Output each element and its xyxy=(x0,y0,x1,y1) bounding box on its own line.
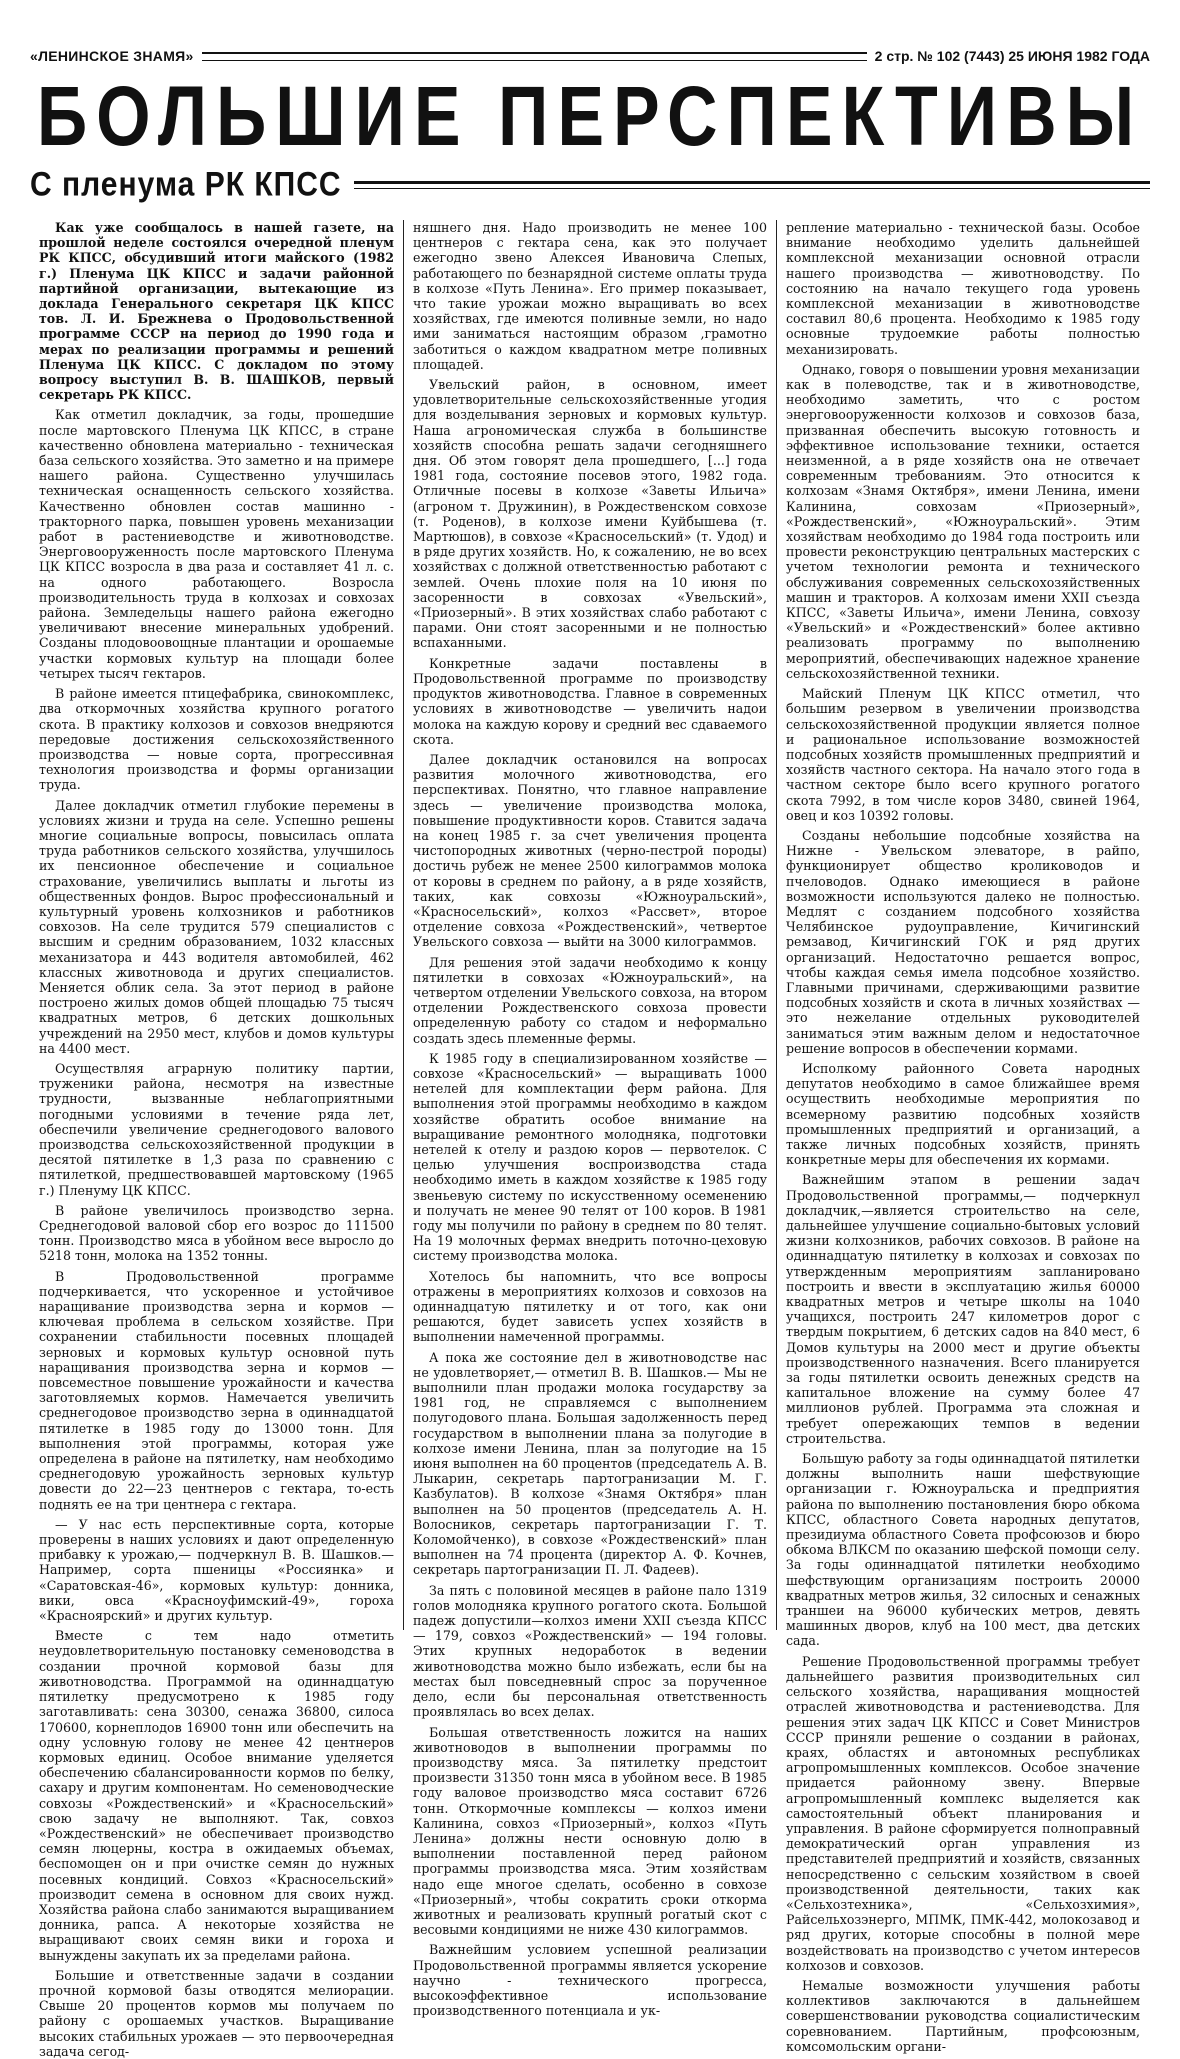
paragraph: К 1985 году в специализированном хозяйстве — совхозе «Красносельский» — выращивать 1000 нетелей для комплектации ферм района. Для выполнения этой программы необходимо в каждом хозяйстве обратить особое внимание на выращивание ремонтного молодняка, подготовки нетелей к отелу и раздою коров — первотелок. С целью улучшения воспроизводства стада необходимо иметь в каждом хозяйстве к 1985 году звеньевую систему по искусственному осеменению и получать не менее 90 телят от 100 коров. В 1981 году мы получили по району в среднем по 80 телят. На 19 молочных фермах внедрить поточно-цеховую систему производства молока. xyxy=(413,1050,767,1264)
paragraph: Конкретные задачи поставлены в Продовольственной программе по производству продуктов животноводства. Главное в современных условиях в животноводстве — увеличить надои молока на каждую корову и средний вес сдаваемого скота. xyxy=(413,655,767,747)
paragraph: Важнейшим условием успешной реализации Продовольственной программы является ускорение научно - технического прогресса, высокоэффективное использование производственного потенциала и ук- xyxy=(413,1942,767,2019)
paragraph: Далее докладчик остановился на вопросах развития молочного животноводства, его перспективах. Понятно, что главное направление здесь — увеличение производства молока, повышение продуктивности коров. Ставится задача на конец 1985 г. за счет увеличения процента чистопородных животных (черно-пестрой породы) достичь рубеж не менее 2500 килограммов молока от коровы в среднем по району, а в ряде хозяйств, таких, как совхозы «Южноуральский», «Красносельский», колхоз «Рассвет», второе отделение совхоза «Рождественский», четвертое Увельского совхоза — выйти на 3000 килограммов. xyxy=(413,751,767,950)
paragraph: няшнего дня. Надо производить не менее 100 центнеров с гектара сена, как это получает ежегодно звено Алексея Ивановича Слепых, работающего по безнарядной системе оплаты труда в колхозе «Путь Ленина». Его пример показывает, что такие урожаи можно выращивать во всех хозяйствах, где имеются поливные земли, но надо ими заниматься настоящим образом ,грамотно заботиться о каждом квадратном метре поливных площадей. xyxy=(413,220,767,372)
paragraph: Осуществляя аграрную политику партии, труженики района, несмотря на известные трудности, вызванные неблагоприятными погодными условиями в течение ряда лет, обеспечили увеличение среднегодового валового производства сельскохозяйственной продукции в десятой пятилетке в 1,3 раза по сравнению с пятилеткой, предшествовавшей мартовскому (1965 г.) Пленуму ЦК КПСС. xyxy=(39,1060,394,1198)
paragraph: За пять с половиной месяцев в районе пало 1319 голов молодняка крупного рогатого скота. Большой падеж допустили—колхоз имени XXII съезда КПСС — 179, совхоз «Рождественский» — 194 головы. Этих крупных недоработок в ведении животноводства можно было избежать, если бы на местах был повседневный спрос за порученное дело, если бы персональная ответственность проявлялась во всех делах. xyxy=(413,1582,767,1720)
rubric-rule xyxy=(354,181,1150,189)
rubric xyxy=(30,165,1150,204)
paragraph: Немалые возможности улучшения работы коллективов заключаются в дальнейшем совершенствовании руководства социалистическим соревнованием. Партийным, профсоюзным, комсомольским органи- xyxy=(786,1977,1140,2054)
paragraph: — У нас есть перспективные сорта, которые проверены в наших условиях и дают определенную прибавку к урожаю,— подчеркнул В. В. Шашков.— Например, сорта пшеницы «Россиянка» и «Саратовская-46», кормовых культур: донника, вики, овса «Красноуфимский-49», гороха «Красноярский» и других культур. xyxy=(39,1516,394,1624)
paragraph: Решение Продовольственной программы требует дальнейшего развития производительных сил сельского хозяйства, наращивания мощностей отраслей животноводства и растениеводства. Для решения этих задач ЦК КПСС и Совет Министров СССР приняли решение о создании в районах, краях, областях и автономных республиках агропромышленных комплексов. Особое значение придается районному звену. Впервые агропромышленный комплекс выделяется как самостоятельный объект планирования и управления. В районе сформируется полноправный демократический орган управления из представителей предприятий и хозяйств, связанных непосредственно с сельским хозяйством в своей производственной деятельности, таких как «Сельхозтехника», «Сельхозхимия», Райсельхозэнерго, МПМК, ПМК-442, молокозавод и ряд других, которые способны в полной мере воздействовать на производство с учетом интересов колхозов и совхозов. xyxy=(786,1653,1140,1973)
paragraph: Увельский район, в основном, имеет удовлетворительные сельскохозяйственные угодия для возделывания зерновых и кормовых культур. Наша агрономическая служба в большинстве хозяйств способна решать задачи сегодняшнего дня. Об этом говорят дела прошедшего, [...] года 1981 года, состояние посевов этого, 1982 года. Отличные посевы в колхозе «Заветы Ильича» (агроном т. Дружинин), в Рождественском совхозе (т. Роденов), в колхозе имени Куйбышева (т. Мартюшов), в совхозе «Красносельский» (т. Удод) и в ряде других хозяйств. Но, к сожалению, не во всех хозяйствах с должной ответственностью работают с землей. Очень плохие поля на 10 июня по засоренности в совхозах «Увельский», «Приозерный». В этих хозяйствах слабо работают с парами. Они стоят засоренными и не полностью вспаханными. xyxy=(413,377,767,651)
paragraph: Исполкому районного Совета народных депутатов необходимо в самое ближайшее время осуществить необходимые мероприятия по всемерному развитию подсобных хозяйств промышленных предприятий и организаций, а также личных подсобных хозяйств, принять конкретные меры для обеспечения их кормами. xyxy=(786,1060,1140,1168)
paragraph: Для решения этой задачи необходимо к концу пятилетки в совхозах «Южноуральский», на четвертом отделении Увельского совхоза, на втором отделении Рождественского совхоза провести определенную работу со стадом и неформально создать здесь племенные фермы. xyxy=(413,954,767,1046)
paragraph: Важнейшим этапом в решении задач Продовольственной программы,— подчеркнул докладчик,—является строительство на селе, дальнейшее улучшение социально-бытовых условий жизни колхозников, рабочих совхозов. В районе на одиннадцатую пятилетку в колхозах и совхозах по утвержденным мероприятиям запланировано построить и ввести в эксплуатацию жилья 60000 квадратных метров и четыре школы на 1040 учащихся, построить 247 километров дорог с твердым покрытием, 6 детских садов на 840 мест, 6 Домов культуры на 2000 мест и другие объекты производственного назначения. Всего планируется за годы пятилетки освоить денежных средств на капитальное вложение на сумму более 47 миллионов рублей. Программа эта сложная и требует опережающих темпов в ведении строительства. xyxy=(786,1172,1140,1446)
paragraph: Большие и ответственные задачи в создании прочной кормовой базы отводятся мелиорации. Свыше 20 процентов кормов мы получаем по району с орошаемых участков. Выращивание высоких стабильных урожаев — это первоочередная задача сегод- xyxy=(39,1967,394,2059)
column-1 xyxy=(30,220,403,2059)
paragraph: Вместе с тем надо отметить неудовлетворительную постановку семеноводства в создании прочной кормовой базы для животноводства. Программой на одиннадцатую пятилетку предусмотрено к 1985 году заготавливать: сена 30300, сенажа 36800, силоса 170600, корнеплодов 16900 тонн или обеспечить на одну условную голову не менее 42 центнеров кормовых единиц. Особое внимание уделяется обеспечению сбалансированности кормов по белку, сахару и другим компонентам. Но семеноводческие совхозы «Рождественский» и «Красносельский» свою задачу не выполняют. Так, совхоз «Рождественский» не обеспечивает производство семян люцерны, костра в ожидаемых объемах, беспомощен он и при очистке семян до нужных посевных кондиций. Совхоз «Красносельский» производит семена в основном для своих нужд. Хозяйства района слабо занимаются выращиванием донника, рапса. А некоторые хозяйства не выращивают своих семян вики и гороха и вынуждены закупать их за пределами района. xyxy=(39,1628,394,1963)
paragraph: В районе увеличилось производство зерна. Среднегодовой валовой сбор его возрос до 111500 тонн. Производство мяса в убойном весе выросло до 5218 тонн, молока на 1352 тонны. xyxy=(39,1202,394,1264)
masthead xyxy=(30,0,1150,64)
headline: БОЛЬШИЕ ПЕРСПЕКТИВЫ xyxy=(36,69,1144,163)
paragraph: А пока же состояние дел в животноводстве нас не удовлетворяет,— отметил В. В. Шашков.— Мы не выполнили план продажи молока государству за 1981 год, не справляемся с выполнением полугодового плана. Большая задолженность перед государством в выполнении плана за полугодие в колхозе имени Ленина, план за полугодие на 15 июня выполнен на 60 процентов (председатель А. В. Лыкарин, секретарь партогранизации М. Г. Казбулатов). В колхозе «Знамя Октября» план выполнен на 50 процентов (председатель А. Н. Волосников, секретарь партогранизации Г. Т. Коломойченко), в совхозе «Рождественский» план выполнен на 74 процента (директор А. Ф. Кочнев, секретарь партогранизации П. Л. Фадеев). xyxy=(413,1349,767,1578)
column-3 xyxy=(776,220,1149,2054)
paragraph: Хотелось бы напомнить, что все вопросы отражены в мероприятиях колхозов и совхозов на одиннадцатую пятилетку и от того, как они решаются, будет зависеть успех хозяйств в выполнении намеченной программы. xyxy=(413,1268,767,1345)
paragraph: В районе имеется птицефабрика, свинокомплекс, два откормочных хозяйства крупного рогатого скота. В практику колхозов и совхозов внедряются передовые достижения сельскохозяйственного производства — новые сорта, прогрессивная технология производства и формы организации труда. xyxy=(39,686,394,793)
newspaper-name: «ЛЕНИНСКОЕ ЗНАМЯ» xyxy=(30,48,194,64)
issue-info: 2 стр. № 102 (7443) 25 ИЮНЯ 1982 ГОДА xyxy=(874,48,1150,64)
paragraph: Далее докладчик отметил глубокие перемены в условиях жизни и труда на селе. Успешно решены многие социальные вопросы, повысилась оплата труда работников сельского хозяйства, улучшилось их пенсионное обеспечение и социальное страхование, увеличились выплаты и льготы из общественных фондов. Вырос профессиональный и культурный уровень колхозников и работников совхозов. На селе трудится 579 специалистов с высшим и средним образованием, 1032 классных механизатора и 443 водителя автомобилей, 462 классных животновода и других специалистов. Меняется облик села. За этот период в районе построено жилых домов общей площадью 75 тысяч квадратных метров, 6 детских дошкольных учреждений на 2950 мест, клубов и домов культуры на 4400 мест. xyxy=(39,797,394,1056)
masthead-rule xyxy=(202,52,867,61)
paragraph: Большая ответственность ложится на наших животноводов в выполнении программы по производству мяса. За пятилетку предстоит произвести 31350 тонн мяса в убойном весе. В 1985 году валовое производство мяса составит 6726 тонн. Откормочные комплексы — колхоз имени Калинина, совхоз «Приозерный», колхоз «Путь Ленина» должны нести основную долю в выполнении поставленной перед районом программы производства мяса. Этим хозяйствам надо еще многое сделать, особенно в совхозе «Приозерный», чтобы сократить сроки откорма животных и реализовать крупный рогатый скот с весовыми кондициями не ниже 430 килограммов. xyxy=(413,1724,767,1938)
paragraph: В Продовольственной программе подчеркивается, что ускоренное и устойчивое наращивание производства зерна и кормов — ключевая проблема в сельском хозяйстве. При сохранении стабильности посевных площадей зерновых и кормовых культур основной путь наращивания производства зерна и кормов — повсеместное повышение урожайности и качества заготовляемых кормов. Намечается увеличить среднегодовое производство зерна в одиннадцатой пятилетке в 1985 году до 13000 тонн. Для выполнения этой программы, которая уже определена в районе на пятилетку, нам необходимо среднегодовую урожайность зерновых культур довести до 22—23 центнеров с гектара, то-есть поднять ее на три центнера с гектара. xyxy=(39,1268,394,1512)
paragraph: Как отметил докладчик, за годы, прошедшие после мартовского Пленума ЦК КПСС, в стране качественно обновлена материально - техническая база сельского хозяйства. Это заметно и на примере нашего района. Существенно улучшилась техническая оснащенность сельского хозяйства. Качественно обновлен состав машинно - тракторного парка, повышен уровень механизации работ в растениеводстве и животноводстве. Энерговооруженность после мартовского Пленума ЦК КПСС возросла в два раза и составляет 41 л. с. на одного работающего. Возросла производительность труда в колхозах и совхозах района. Земледельцы нашего района ежегодно увеличивают внесение минеральных удобрений. Созданы плодовоовощные плантации и орошаемые участки кормовых культур на площади более четырех тысяч гектаров. xyxy=(39,407,394,681)
article-body xyxy=(30,220,1150,2059)
column-2 xyxy=(403,220,776,2019)
paragraph: Созданы небольшие подсобные хозяйства на Нижне - Увельском элеваторе, в райпо, функционирует общество кролиководов и пчеловодов. Однако имеющиеся в районе возможности используются далеко не полностью. Медлят с созданием подсобного хозяйства Челябинское рудоуправление, Кичигинский ремзавод, Кичигинский ГОК и ряд других организаций. Недостаточно решается вопрос, чтобы каждая семья имела подсобное хозяйство. Главными причинами, сдерживающими развитие подсобных хозяйств и скота в личных хозяйствах — это нежелание отдельных руководителей заниматься этим важным делом и недостаточное решение вопросов в обеспечении кормами. xyxy=(786,827,1140,1056)
paragraph: репление материально - технической базы. Особое внимание необходимо уделить дальнейшей комплексной механизации основной отрасли нашего производства — животноводству. По состоянию на начало текущего года уровень комплексной механизации в животноводстве составил 80,6 процента. Необходимо к 1985 году основные трудоемкие работы полностью механизировать. xyxy=(786,220,1140,357)
lead-paragraph: Как уже сообщалось в нашей газете, на прошлой неделе состоялся очередной пленум РК КПСС, обсудивший итоги майского (1982 г.) Пленума ЦК КПСС и задачи районной партийной организации, вытекающие из доклада Генерального секретаря ЦК КПСС тов. Л. И. Брежнева о Продовольственной программе СССР на период до 1990 года и мерах по реализации программы и решений Пленума ЦК КПСС. С докладом по этому вопросу выступил В. В. ШАШКОВ, первый секретарь РК КПСС. xyxy=(39,220,394,403)
paragraph: Майский Пленум ЦК КПСС отметил, что большим резервом в увеличении производства сельскохозяйственной продукции является полное и рациональное использование возможностей подсобных хозяйств промышленных предприятий и хозяйств частного сектора. На начало этого года в частном секторе было всего крупного рогатого скота 7992, в том числе коров 3480, свиней 1964, овец и коз 10392 головы. xyxy=(786,686,1140,823)
paragraph: Однако, говоря о повышении уровня механизации как в полеводстве, так и в животноводстве, необходимо заметить, что с ростом энерговооруженности колхозов и совхозов база, призванная обеспечить высокую готовность и эффективное использование техники, остается неизменной, а в ряде хозяйств она не отвечает современным требованиям. Это относится к колхозам «Знамя Октября», имени Ленина, имени Калинина, совхозам «Приозерный», «Рождественский», «Южноуральский». Этим хозяйствам необходимо до 1984 года построить или провести реконструкцию центральных мастерских с учетом технологии ремонта и технического обслуживания современных сельскохозяйственных машин и тракторов. А колхозам имени XXII съезда КПСС, «Заветы Ильича», имени Ленина, совхозу «Увельский» и «Рождественский» более активно реализовать программу по выполнению мероприятий, обеспечивающих надежное хранение сельскохозяйственной техники. xyxy=(786,361,1140,681)
paragraph: Большую работу за годы одиннадцатой пятилетки должны выполнить наши шефствующие организации г. Южноуральска и предприятия района по выполнению постановления бюро обкома КПСС, областного Совета народных депутатов, президиума областного Совета профсоюзов и бюро обкома ВЛКСМ по оказанию шефской помощи селу. За годы одиннадцатой пятилетки необходимо шефствующим организациям построить 20000 квадратных метров жилья, 32 силосных и сенажных траншеи на 96000 кубических метров, девять машинных дворов, клуб на 100 мест, два детских сада. xyxy=(786,1451,1140,1649)
rubric-label: С пленума РК КПСС xyxy=(30,165,342,204)
